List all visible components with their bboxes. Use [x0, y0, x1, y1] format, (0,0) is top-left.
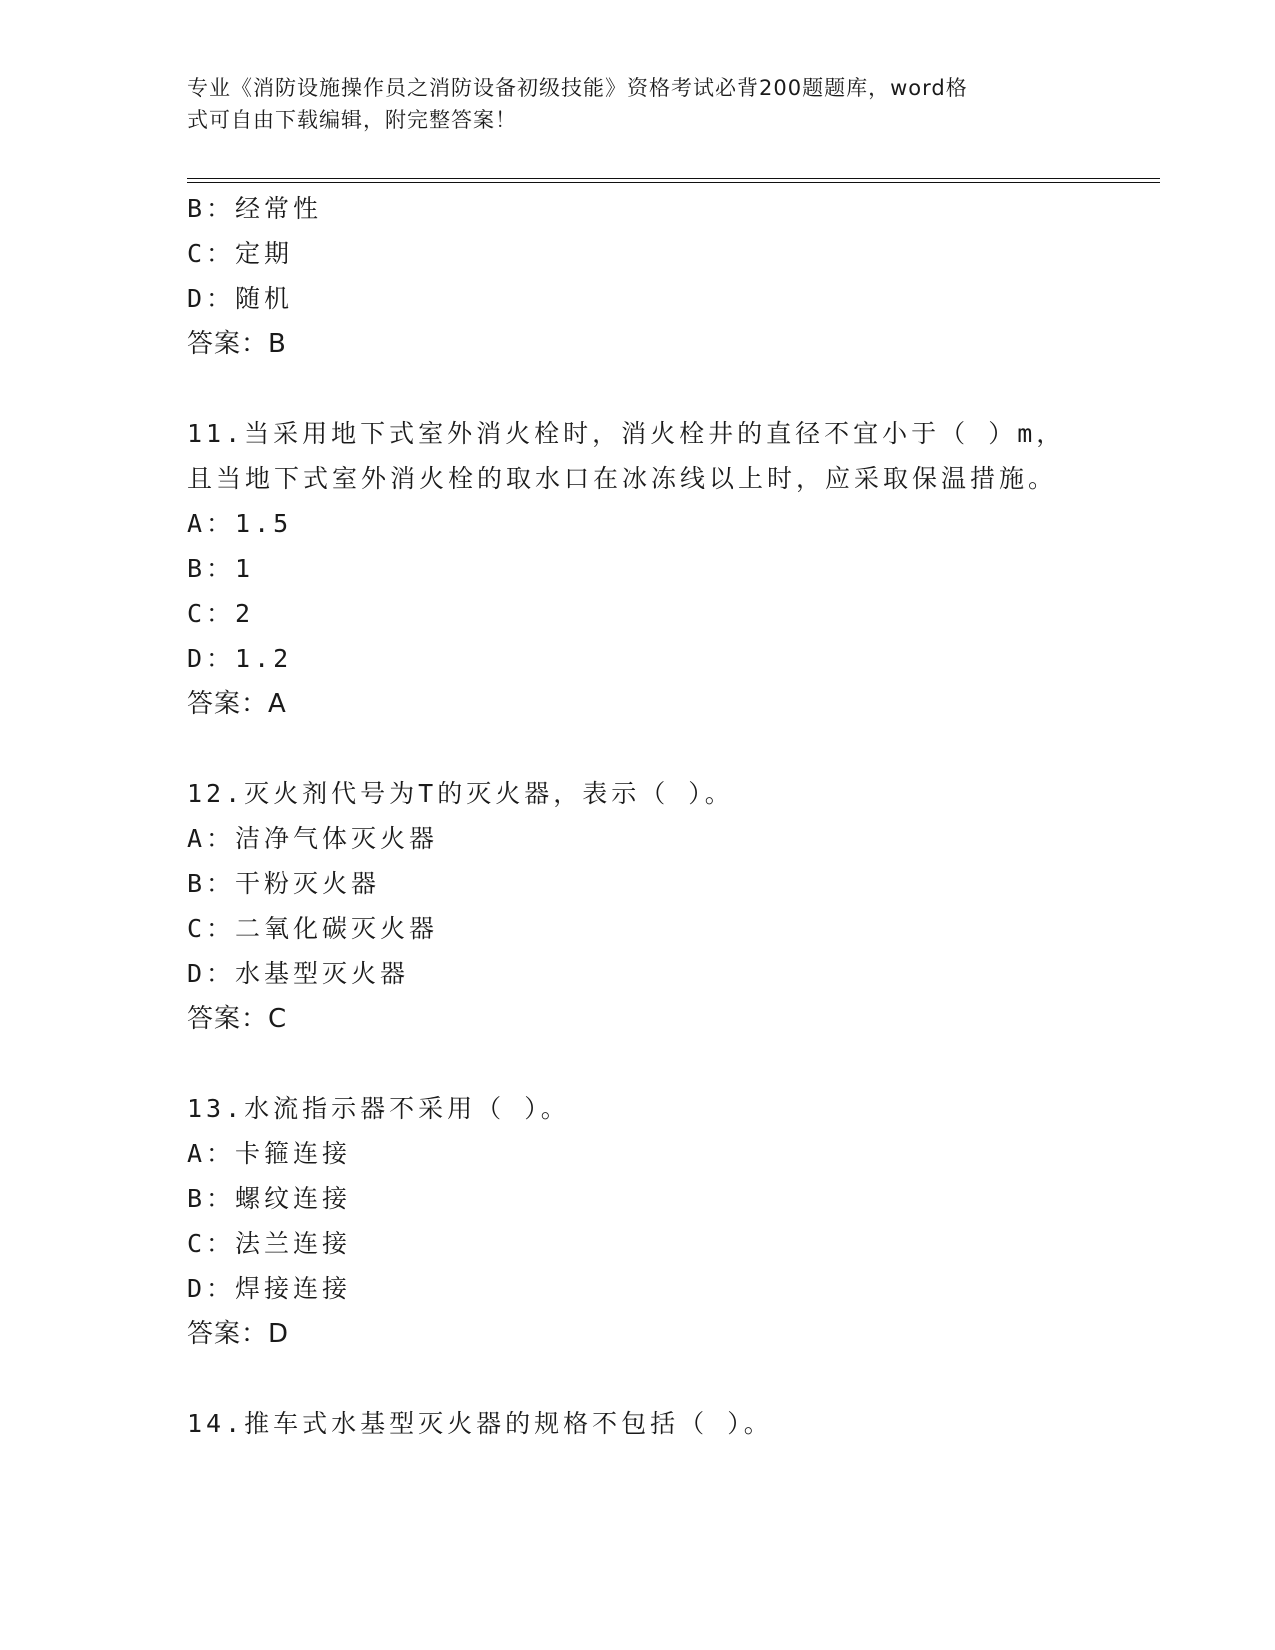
- q10-answer: 答案：B: [187, 329, 287, 359]
- q13-answer: 答案：D: [187, 1319, 290, 1349]
- header-divider-bottom: [187, 182, 1160, 183]
- q10-option-d: D：随机: [187, 284, 294, 313]
- q11-option-c: C：2: [187, 599, 255, 628]
- q11-option-d: D：1.2: [187, 644, 293, 673]
- q11-answer: 答案：A: [187, 689, 287, 719]
- q13-stem: 13.水流指示器不采用（ ）。: [187, 1094, 570, 1123]
- q13-option-c: C：法兰连接: [187, 1229, 352, 1258]
- document-header: [187, 72, 1087, 136]
- q11-stem-line-1: 11.当采用地下式室外消火栓时，消火栓井的直径不宜小于（ ）m，: [187, 419, 1066, 448]
- q12-option-a: A：洁净气体灭火器: [187, 824, 439, 853]
- q11-option-b: B：1: [187, 554, 255, 583]
- q13-option-b: B：螺纹连接: [187, 1184, 352, 1213]
- q11-stem-line-2: 且当地下式室外消火栓的取水口在冰冻线以上时，应采取保温措施。: [187, 464, 1058, 493]
- q13-option-d: D：焊接连接: [187, 1274, 352, 1303]
- q12-option-c: C：二氧化碳灭火器: [187, 914, 439, 943]
- q12-option-b: B：干粉灭火器: [187, 869, 381, 898]
- header-line-1: 专业《消防设施操作员之消防设备初级技能》资格考试必背200题题库，word格: [187, 76, 968, 100]
- q12-answer: 答案：C: [187, 1004, 288, 1034]
- q13-option-a: A：卡箍连接: [187, 1139, 352, 1168]
- q12-stem: 12.灭火剂代号为T的灭火器，表示（ ）。: [187, 779, 734, 808]
- q11-option-a: A：1.5: [187, 509, 293, 538]
- q14-stem: 14.推车式水基型灭火器的规格不包括（ ）。: [187, 1409, 773, 1438]
- header-divider-top: [187, 178, 1160, 179]
- q10-option-c: C：定期: [187, 239, 294, 268]
- header-line-2: 式可自由下载编辑，附完整答案！: [187, 108, 517, 132]
- q12-option-d: D：水基型灭火器: [187, 959, 410, 988]
- q10-option-b: B：经常性: [187, 194, 323, 223]
